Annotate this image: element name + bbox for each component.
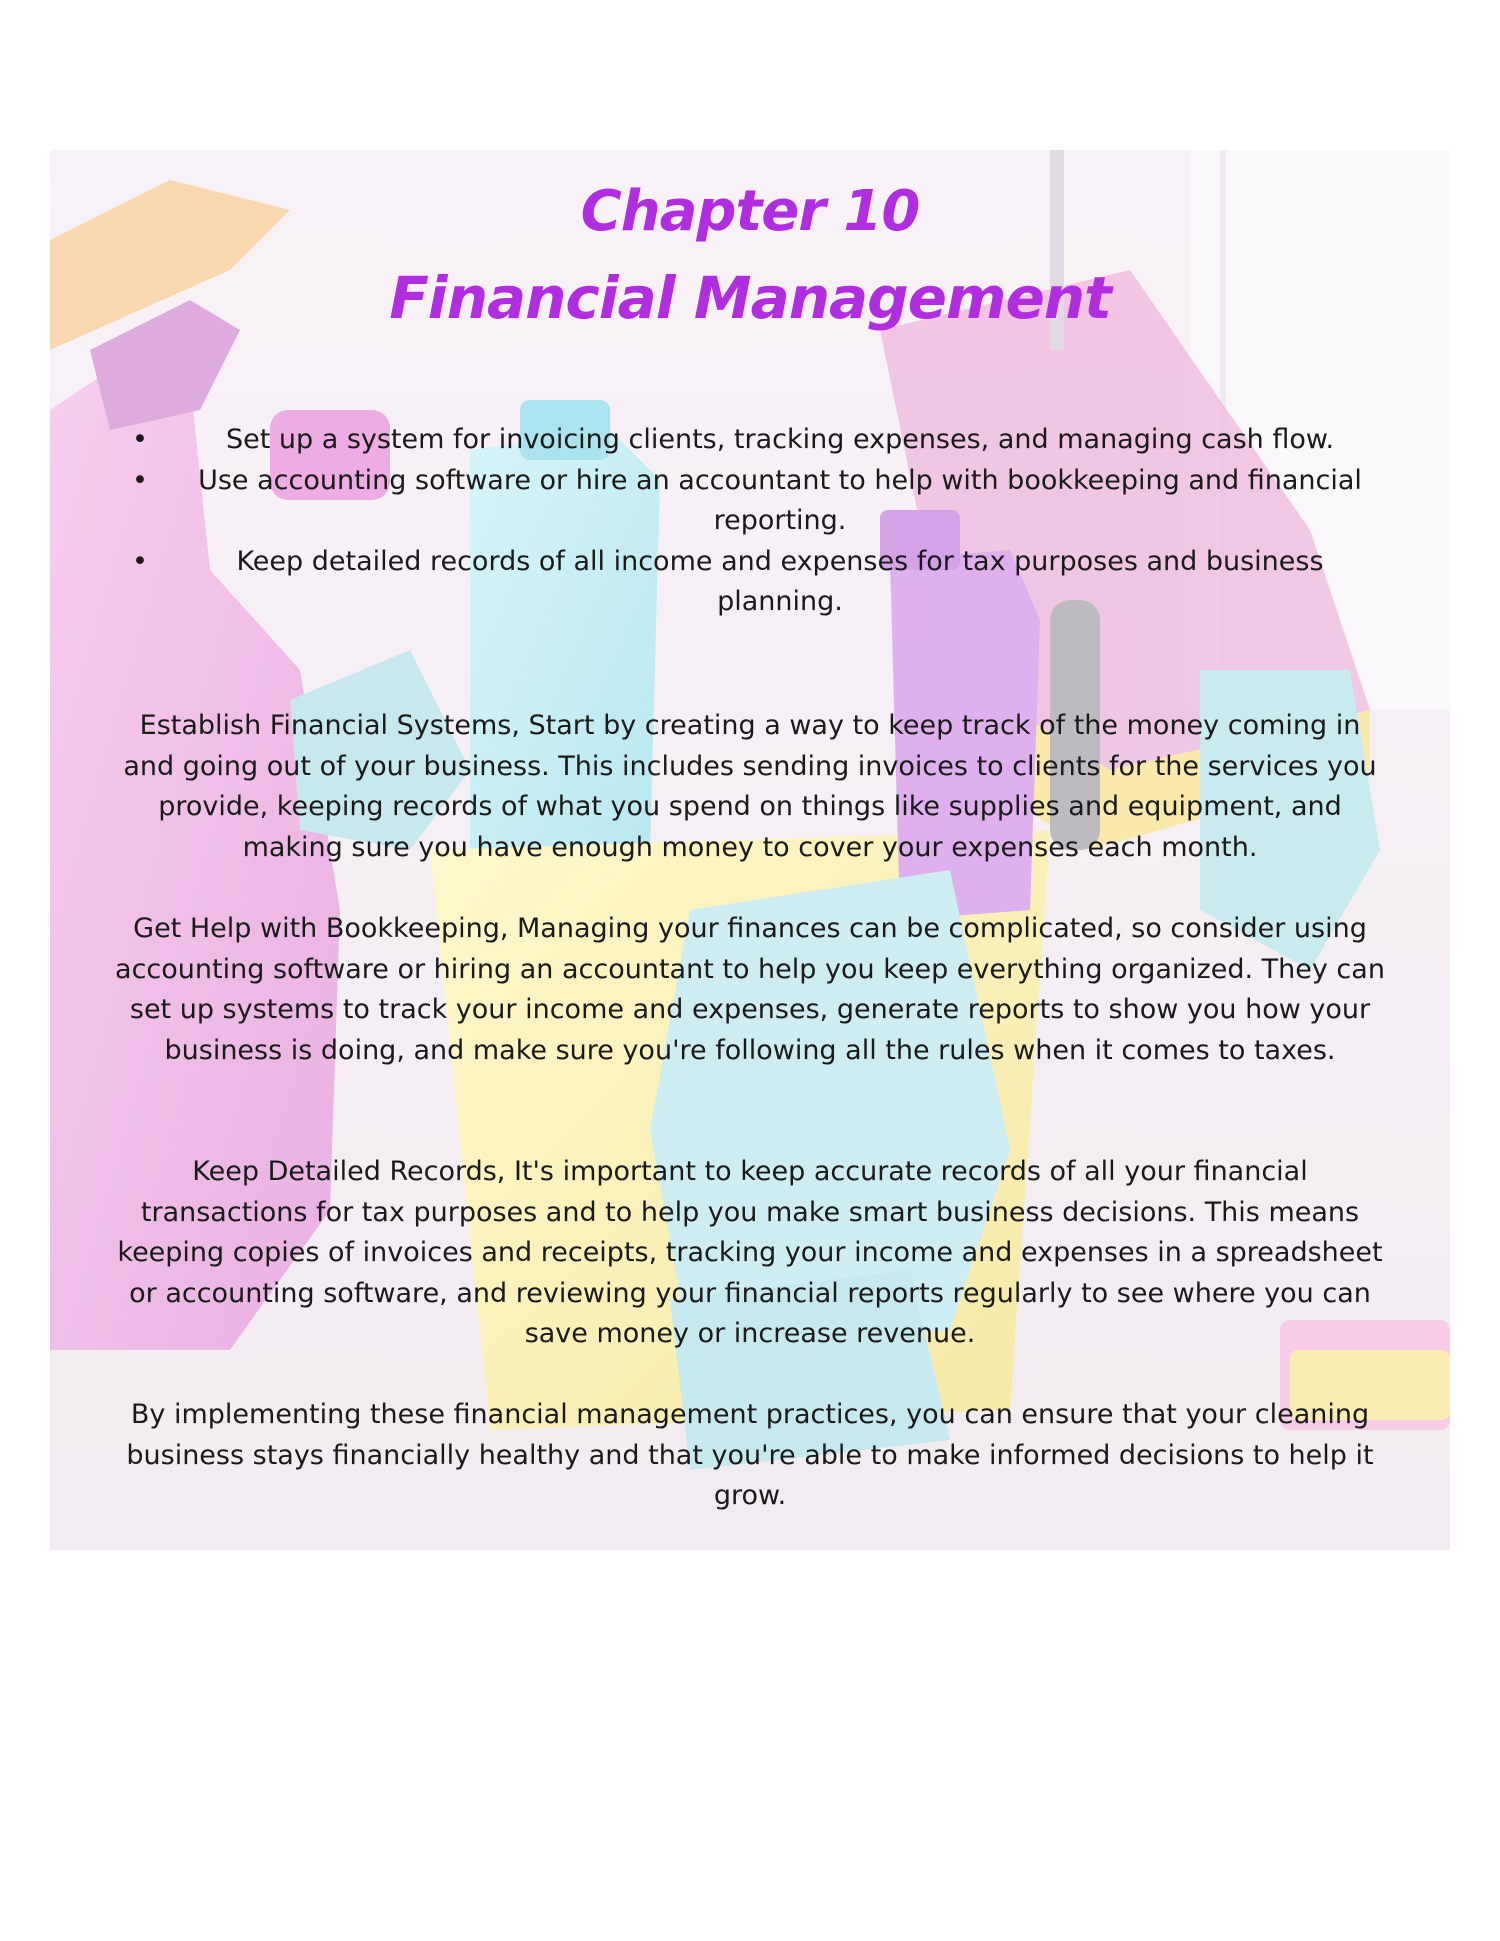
- chapter-title: Financial Management: [389, 264, 1111, 332]
- paragraph-financial-systems: Establish Financial Systems, Start by creating a way to keep track of the money coming in and going out of your business. This includes sending invoices to clients for the services you provide, keeping records of what you spend on things like supplies and equipment, and making sure you have enough money to cover your expenses each month.: [123, 710, 1377, 863]
- paragraph-conclusion: By implementing these financial management practices, you can ensure that your cleaning business stays financially healthy and that you're able to make informed decisions to help it grow.: [126, 1399, 1374, 1512]
- chapter-content: [50, 150, 1450, 1550]
- content-panel: [50, 150, 1450, 1550]
- paragraph-detailed-records: Keep Detailed Records, It's important to keep accurate records of all your financial transactions for tax purposes and to help you make smart business decisions. This means keeping copies of invoices and receipts, tracking your income and expenses in a spreadsheet or accounting software, and reviewing your financial reports regularly to see where you can save money or increase revenue.: [117, 1156, 1383, 1350]
- list-item-text: Set up a system for invoicing clients, tracking expenses, and managing cash flow.: [225, 424, 1335, 455]
- paragraph-bookkeeping: Get Help with Bookkeeping, Managing your finances can be complicated, so consider using accounting software or hiring an accountant to help you keep everything organized. They can set up systems to track your income and expenses, generate reports to show you how your business is doing, and make sure you're following all the rules when it comes to taxes.: [115, 913, 1385, 1066]
- list-item-text: Use accounting software or hire an accountant to help with bookkeeping and financial reporting.: [198, 464, 1362, 536]
- list-item: [130, 420, 1390, 461]
- chapter-label: Chapter 10: [580, 179, 920, 244]
- key-points-list: [130, 420, 1390, 623]
- list-item: [130, 461, 1390, 542]
- bullet-icon: •: [132, 464, 148, 496]
- list-item: [130, 542, 1390, 623]
- list-item-text: Keep detailed records of all income and expenses for tax purposes and business planning.: [236, 545, 1324, 617]
- bullet-icon: •: [132, 424, 148, 455]
- bullet-icon: •: [132, 545, 148, 577]
